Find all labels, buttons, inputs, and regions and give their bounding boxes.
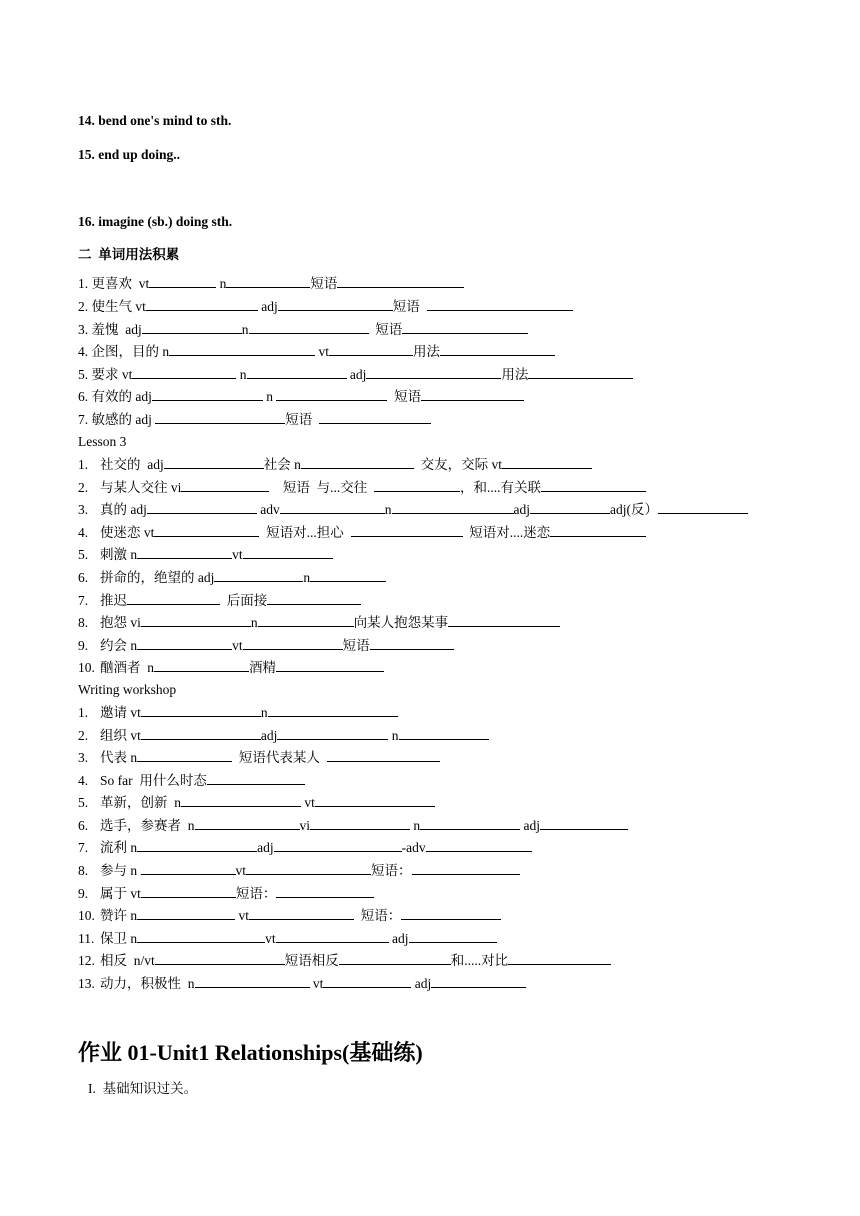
vocab-line: 12. 相反 n/vt 短语相反 和.....对比 (78, 952, 611, 969)
writing-workshop-title: Writing workshop (78, 682, 177, 697)
vocab-line: 7. 敏感的 adj 短语 (78, 411, 431, 428)
vocab-line: 6. 有效的 adj n 短语 (78, 388, 524, 405)
vocab-line: 13. 动力，积极性 n vt adj (78, 975, 526, 992)
vocab-line: 5. 刺激 n vt (78, 546, 333, 563)
vocab-line: 4. So far 用什么时态 (78, 772, 305, 789)
vocab-line: 10. 赞许 n vt 短语： (78, 907, 501, 924)
vocab-line: 7. 流利 n adj -adv (78, 839, 532, 856)
vocab-line: 9. 属于 vt 短语： (78, 885, 374, 902)
vocab-line: 2. 与某人交往 vi 短语 与...交往 ，和....有关联 (78, 479, 646, 496)
vocab-line: 4. 使迷恋 vt 短语对...担心 短语对....迷恋 (78, 524, 646, 541)
item-14: 14. bend one's mind to sth. (78, 113, 232, 128)
vocab-line: 3. 代表 n 短语代表某人 (78, 749, 440, 766)
vocab-line: 11. 保卫 n vt adj (78, 930, 497, 947)
item-15: 15. end up doing.. (78, 147, 181, 162)
vocab-line: 4. 企图，目的 n vt 用法 (78, 343, 555, 360)
vocab-line: 5. 要求 vt n adj 用法 (78, 366, 633, 383)
vocab-line: 3. 羞愧 adj n 短语 (78, 321, 528, 338)
vocab-line: 8. 抱怨 vi n 向某人抱怨某事 (78, 614, 560, 631)
vocab-line: 8. 参与 n vt 短语： (78, 862, 520, 879)
vocab-line: 1. 社交的 adj 社会 n 交友，交际 vt (78, 456, 592, 473)
vocab-line: 7. 推迟 后面接 (78, 592, 361, 609)
homework-subtitle: I. 基础知识过关。 (88, 1081, 198, 1096)
item-16: 16. imagine (sb.) doing sth. (78, 214, 233, 229)
vocab-line: 10. 酗酒者 n 酒精 (78, 659, 384, 676)
vocab-line: 2. 组织 vt adj n (78, 727, 489, 744)
vocab-line: 1. 更喜欢 vt n 短语 (78, 275, 464, 292)
vocab-line: 9. 约会 n vt 短语 (78, 637, 454, 654)
vocab-line: 1. 邀请 vt n (78, 704, 398, 721)
vocab-line: 2. 使生气 vt adj 短语 (78, 298, 573, 315)
vocab-line: 5. 革新，创新 n vt (78, 794, 435, 811)
section-two-title: 二 单词用法积累 (78, 247, 180, 262)
vocab-line: 3. 真的 adj adv n adj adj(反） (78, 501, 748, 518)
vocab-line: 6. 拼命的，绝望的 adj n (78, 569, 386, 586)
lesson-3-title: Lesson 3 (78, 434, 127, 449)
vocab-line: 6. 选手，参赛者 n vi n adj (78, 817, 628, 834)
homework-title: 作业 01-Unit1 Relationships(基础练) (78, 1040, 423, 1065)
